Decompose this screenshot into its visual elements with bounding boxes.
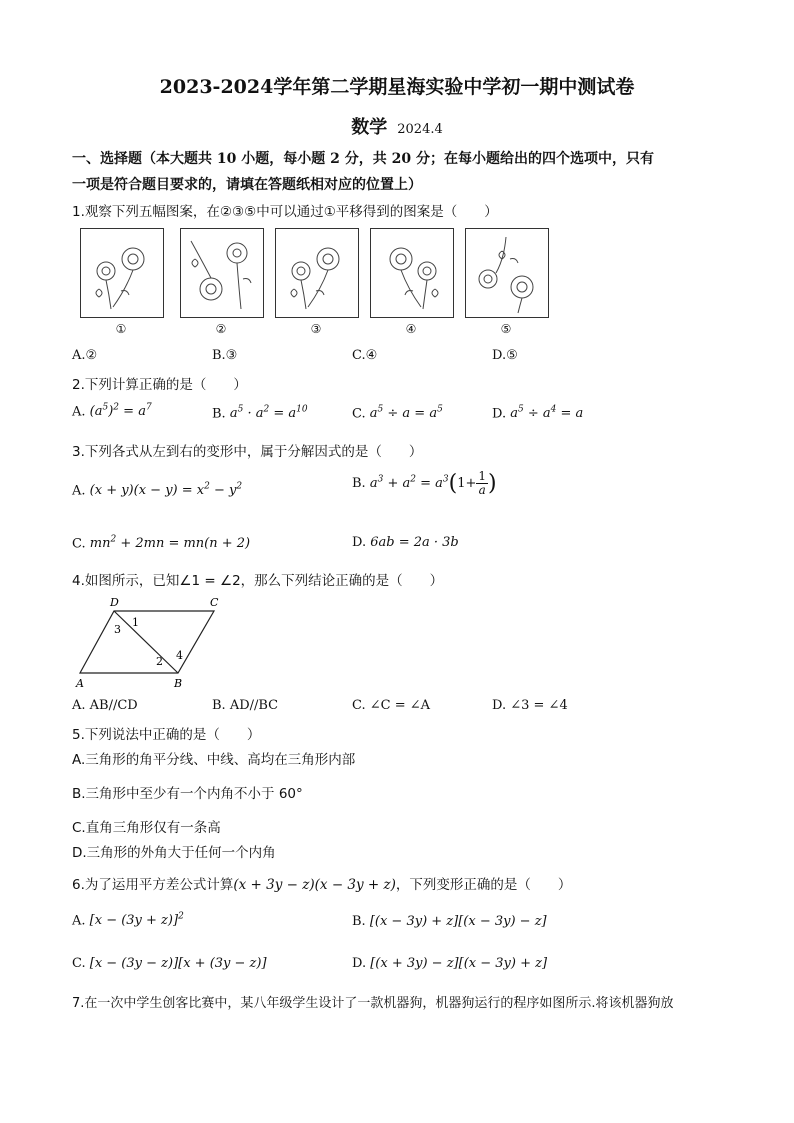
- subject-label: 数学: [351, 117, 388, 138]
- q2-option-c[interactable]: C. $a^5 \div a = a^5$: [352, 405, 443, 422]
- q6-stem: [72, 873, 571, 893]
- exam-subtitle: [0, 113, 794, 139]
- q5-stem: 5.下列说法中正确的是（ ）: [72, 727, 261, 743]
- pic-label-2: ②: [215, 322, 227, 336]
- pic-label-5: ⑤: [500, 322, 512, 336]
- angle-4-label: 4: [176, 649, 183, 662]
- q1-stem: 1.观察下列五幅图案，在②③⑤中可以通过①平移得到的图案是（ ）: [72, 204, 498, 220]
- exam-date: 2024.4: [397, 122, 443, 137]
- q1-pictures: [80, 228, 550, 338]
- q4-parallelogram-figure: [72, 597, 232, 691]
- q6-option-a[interactable]: A. $[x - (3y + z)]^2$: [72, 912, 184, 929]
- sunflower-picture-2: [180, 228, 264, 318]
- q1-option-b[interactable]: B.③: [212, 348, 238, 363]
- angle-2-label: 2: [156, 655, 163, 668]
- pic-label-1: ①: [115, 322, 127, 336]
- q6-expression: (x + 3y − z)(x − 3y + z): [233, 877, 396, 893]
- q1-option-c[interactable]: C.④: [352, 348, 378, 363]
- section1-heading-line1: 一、选择题（本大题共 10 小题，每小题 2 分，共 20 分；在每小题给出的四个选项中，只有: [72, 151, 654, 167]
- q3-option-b[interactable]: B. $a^3 + a^2 = a^3(1+$ $\frac{1}{a}$ ): [352, 469, 497, 497]
- q2-option-d[interactable]: D. $a^5 \div a^4 = a$: [492, 405, 584, 422]
- q5-option-b[interactable]: B.三角形中至少有一个内角不小于 60°: [72, 786, 303, 802]
- q4-option-b[interactable]: B. AD//BC: [212, 698, 279, 713]
- q3-option-a[interactable]: A. $(x + y)(x - y) = x^2 - y^2$: [72, 482, 243, 499]
- q6-stem-suffix: ，下列变形正确的是（ ）: [395, 877, 572, 893]
- q5-option-a[interactable]: A.三角形的角平分线、中线、高均在三角形内部: [72, 752, 356, 768]
- q2-option-a[interactable]: A. $(a^5)^2 = a^7$: [72, 403, 152, 420]
- q1-option-d[interactable]: D.⑤: [492, 348, 518, 363]
- angle-1-label: 1: [132, 616, 139, 629]
- q5-option-c[interactable]: C.直角三角形仅有一条高: [72, 820, 221, 836]
- q2-stem: 2.下列计算正确的是（ ）: [72, 377, 247, 393]
- q2-option-b[interactable]: B. $a^5 \cdot a^2 = a^{10}$: [212, 405, 308, 422]
- pic-label-3: ③: [310, 322, 322, 336]
- angle-3-label: 3: [114, 623, 121, 636]
- sunflower-picture-4: [370, 228, 454, 318]
- vertex-b-label: B: [174, 677, 183, 690]
- q4-option-a[interactable]: A. AB//CD: [72, 698, 138, 713]
- q3-option-d[interactable]: D. 6ab = 2a · 3b: [352, 535, 459, 550]
- q4-option-c[interactable]: C. ∠C = ∠A: [352, 698, 431, 713]
- pic-label-4: ④: [405, 322, 417, 336]
- q3-option-c[interactable]: C. $mn^2 + 2mn = mn(n + 2)$: [72, 535, 251, 552]
- q6-stem-prefix: 6.为了运用平方差公式计算: [72, 877, 234, 893]
- sunflower-picture-1: [80, 228, 164, 318]
- sunflower-picture-5: [465, 228, 549, 318]
- section1-heading-line2: 一项是符合题目要求的，请填在答题纸相对应的位置上）: [72, 177, 422, 193]
- q4-option-d[interactable]: D. ∠3 = ∠4: [492, 698, 568, 713]
- q4-stem: 4.如图所示，已知∠1 = ∠2，那么下列结论正确的是（ ）: [72, 573, 444, 589]
- q3-stem: 3.下列各式从左到右的变形中，属于分解因式的是（ ）: [72, 444, 423, 460]
- q7-stem: 7.在一次中学生创客比赛中，某八年级学生设计了一款机器狗，机器狗运行的程序如图所示.将该机器狗放: [72, 996, 674, 1011]
- q5-option-d[interactable]: D.三角形的外角大于任何一个内角: [72, 845, 276, 861]
- q1-option-a[interactable]: A.②: [72, 348, 98, 363]
- vertex-d-label: D: [110, 597, 119, 609]
- q6-option-b[interactable]: B. [(x − 3y) + z][(x − 3y) − z]: [352, 914, 547, 929]
- vertex-c-label: C: [210, 597, 219, 609]
- vertex-a-label: A: [76, 677, 84, 690]
- sunflower-picture-3: [275, 228, 359, 318]
- q6-option-c[interactable]: C. [x − (3y − z)][x + (3y − z)]: [72, 956, 267, 971]
- q6-option-d[interactable]: D. [(x + 3y) − z][(x − 3y) + z]: [352, 956, 548, 971]
- exam-title: 2023-2024学年第二学期星海实验中学初一期中测试卷: [159, 76, 635, 98]
